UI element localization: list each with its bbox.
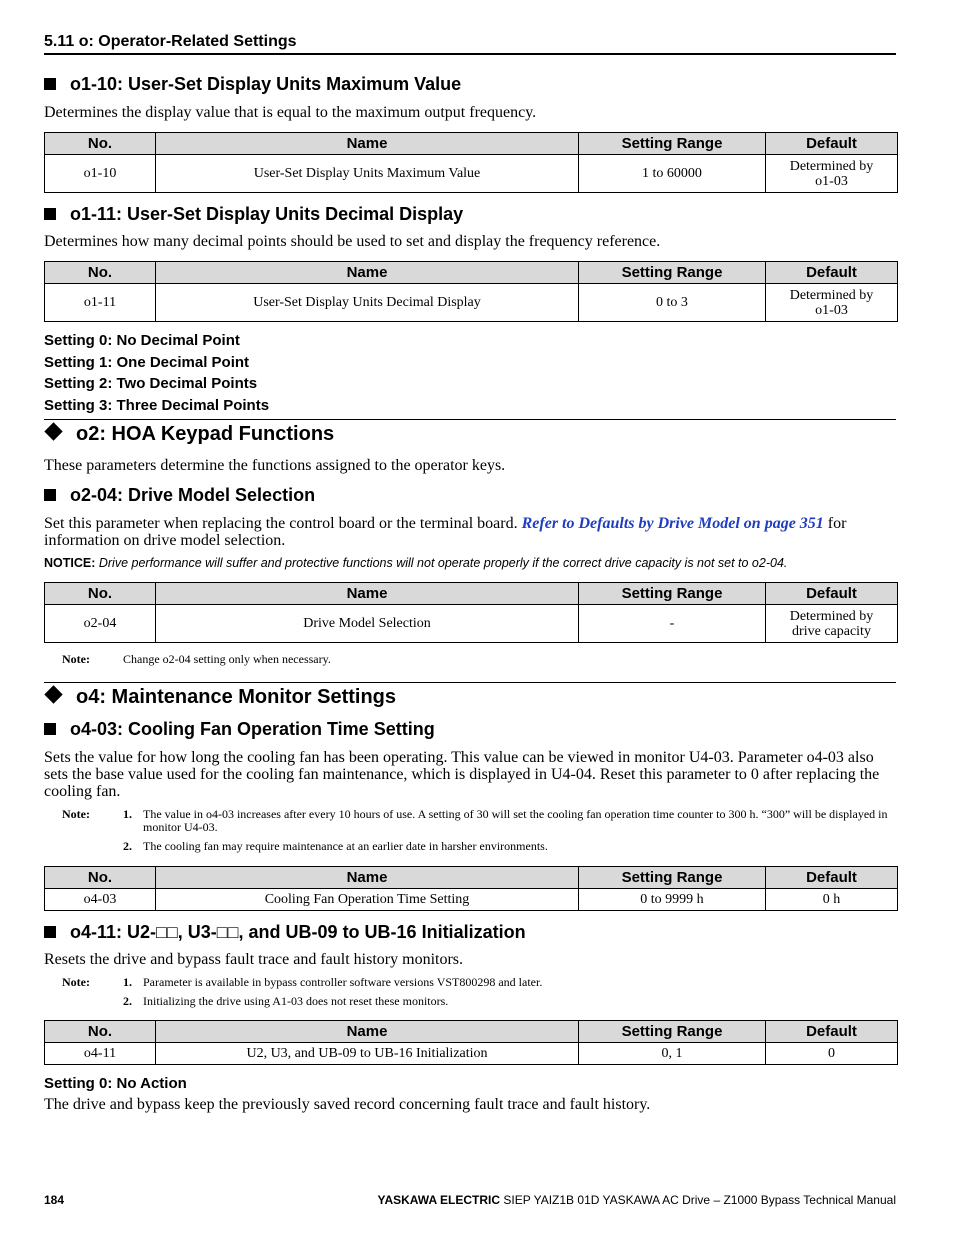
o4-11-notes [62, 976, 898, 1008]
col-range-header: Setting Range [579, 262, 766, 284]
note-item: Note: 1. Parameter is available in bypass controller software versions VST800298 and later. [62, 975, 543, 989]
table-row [45, 284, 898, 322]
param-name: Cooling Fan Operation Time Setting [156, 889, 579, 911]
col-no-header: No. [45, 867, 156, 889]
square-bullet-icon [44, 926, 56, 938]
col-name-header: Name [156, 133, 579, 155]
square-bullet-icon [44, 208, 56, 220]
setting-0-no-action-label: Setting 0: No Action [44, 1075, 187, 1092]
heading-o4: o4: Maintenance Monitor Settings [44, 686, 396, 709]
param-default: Determined by o1-03 [766, 284, 898, 322]
setting-0-description: The drive and bypass keep the previously saved record concerning fault trace and fault history. [44, 1096, 651, 1113]
o1-10-description: Determines the display value that is equal to the maximum output frequency. [44, 104, 537, 121]
col-default-header: Default [766, 262, 898, 284]
col-range-header: Setting Range [579, 1021, 766, 1043]
setting-1-label: Setting 1: One Decimal Point [44, 354, 250, 371]
param-range: 0 to 9999 h [579, 889, 766, 911]
col-no-header: No. [45, 133, 156, 155]
note-item: 2. Initializing the drive using A1-03 does not reset these monitors. [123, 994, 449, 1008]
note-item: Note: 1. The value in o4-03 increases after every 10 hours of use. A setting of 30 will set the cooling fan operation time counter to 300 h. “300” will be displayed in monitor U4-03. [62, 807, 888, 834]
placeholder-box-icon: □□ [216, 922, 239, 942]
setting-2-label: Setting 2: Two Decimal Points [44, 375, 258, 392]
param-name: User-Set Display Units Decimal Display [156, 284, 579, 322]
section-divider [44, 419, 896, 420]
o4-11-table [44, 1020, 898, 1065]
param-name: U2, U3, and UB-09 to UB-16 Initialization [156, 1043, 579, 1065]
square-bullet-icon [44, 78, 56, 90]
note-item: Note: Change o2-04 setting only when necessary. [62, 652, 331, 666]
col-default-header: Default [766, 1021, 898, 1043]
param-default: 0 h [766, 889, 898, 911]
col-name-header: Name [156, 262, 579, 284]
col-no-header: No. [45, 583, 156, 605]
table-header-row [45, 262, 898, 284]
table-header-row [45, 133, 898, 155]
heading-o1-11: o1-11: User-Set Display Units Decimal Display [44, 204, 463, 225]
note-item: 2. The cooling fan may require maintenance at an earlier date in harsher environments. [123, 839, 548, 853]
diamond-bullet-icon [44, 422, 62, 440]
o4-11-description: Resets the drive and bypass fault trace and fault history monitors. [44, 951, 464, 968]
o2-description: These parameters determine the functions assigned to the operator keys. [44, 457, 506, 474]
param-range: - [579, 605, 766, 643]
param-no: o1-10 [45, 155, 156, 193]
param-range: 0 to 3 [579, 284, 766, 322]
heading-o4-03: o4-03: Cooling Fan Operation Time Setting [44, 719, 435, 740]
col-name-header: Name [156, 583, 579, 605]
table-header-row [45, 1021, 898, 1043]
col-name-header: Name [156, 1021, 579, 1043]
param-name: Drive Model Selection [156, 605, 579, 643]
o2-04-note [62, 653, 898, 666]
param-name: User-Set Display Units Maximum Value [156, 155, 579, 193]
section-divider [44, 682, 896, 683]
table-row [45, 605, 898, 643]
diamond-bullet-icon [44, 685, 62, 703]
placeholder-box-icon: □□ [156, 922, 178, 942]
param-no: o2-04 [45, 605, 156, 643]
o4-03-table [44, 866, 898, 911]
col-default-header: Default [766, 583, 898, 605]
col-default-header: Default [766, 867, 898, 889]
param-default: Determined by o1-03 [766, 155, 898, 193]
defaults-by-drive-model-link[interactable]: Refer to Defaults by Drive Model on page 351 [521, 515, 824, 532]
setting-3-label: Setting 3: Three Decimal Points [44, 397, 270, 414]
table-header-row [45, 867, 898, 889]
col-no-header: No. [45, 1021, 156, 1043]
param-no: o4-03 [45, 889, 156, 911]
o2-04-table [44, 582, 898, 643]
table-row [45, 155, 898, 193]
col-default-header: Default [766, 133, 898, 155]
col-range-header: Setting Range [579, 133, 766, 155]
param-range: 1 to 60000 [579, 155, 766, 193]
o1-11-description: Determines how many decimal points should be used to set and display the frequency reference. [44, 233, 661, 250]
heading-o1-10: o1-10: User-Set Display Units Maximum Value [44, 74, 461, 95]
footer-manual-title: YASKAWA ELECTRIC SIEP YAIZ1B 01D YASKAWA AC Drive – Z1000 Bypass Technical Manual [377, 1193, 896, 1207]
o4-03-description: Sets the value for how long the cooling fan has been operating. This value can be viewed in monitor U4-03. Parameter o4-03 also sets the base value used for the cooling fan maintenance, which is displayed in U4-04. Reset this parameter to 0 after replacing the cooling fan. [44, 749, 880, 800]
o2-04-description: Set this parameter when replacing the control board or the terminal board. Refer to Defaults by Drive Model on page 351 for information on drive model selection. [44, 515, 847, 549]
page-number: 184 [44, 1193, 65, 1207]
param-no: o1-11 [45, 284, 156, 322]
setting-0-label: Setting 0: No Decimal Point [44, 332, 240, 349]
col-name-header: Name [156, 867, 579, 889]
param-default: Determined by drive capacity [766, 605, 898, 643]
heading-o2-04: o2-04: Drive Model Selection [44, 485, 315, 506]
col-no-header: No. [45, 262, 156, 284]
table-row [45, 1043, 898, 1065]
param-default: 0 [766, 1043, 898, 1065]
param-range: 0, 1 [579, 1043, 766, 1065]
col-range-header: Setting Range [579, 583, 766, 605]
section-header: 5.11 o: Operator-Related Settings [44, 33, 896, 55]
o1-10-table [44, 132, 898, 193]
table-row [45, 889, 898, 911]
o1-11-table [44, 261, 898, 322]
col-range-header: Setting Range [579, 867, 766, 889]
heading-o4-11: o4-11: U2-□□, U3-□□, and UB-09 to UB-16 Initialization [44, 922, 526, 943]
square-bullet-icon [44, 489, 56, 501]
heading-o2: o2: HOA Keypad Functions [44, 423, 334, 446]
square-bullet-icon [44, 723, 56, 735]
param-no: o4-11 [45, 1043, 156, 1065]
notice: NOTICE: Drive performance will suffer and protective functions will not operate properly if the correct drive capacity is not set to o2-04. [44, 556, 788, 570]
o4-03-notes [62, 808, 898, 853]
table-header-row [45, 583, 898, 605]
